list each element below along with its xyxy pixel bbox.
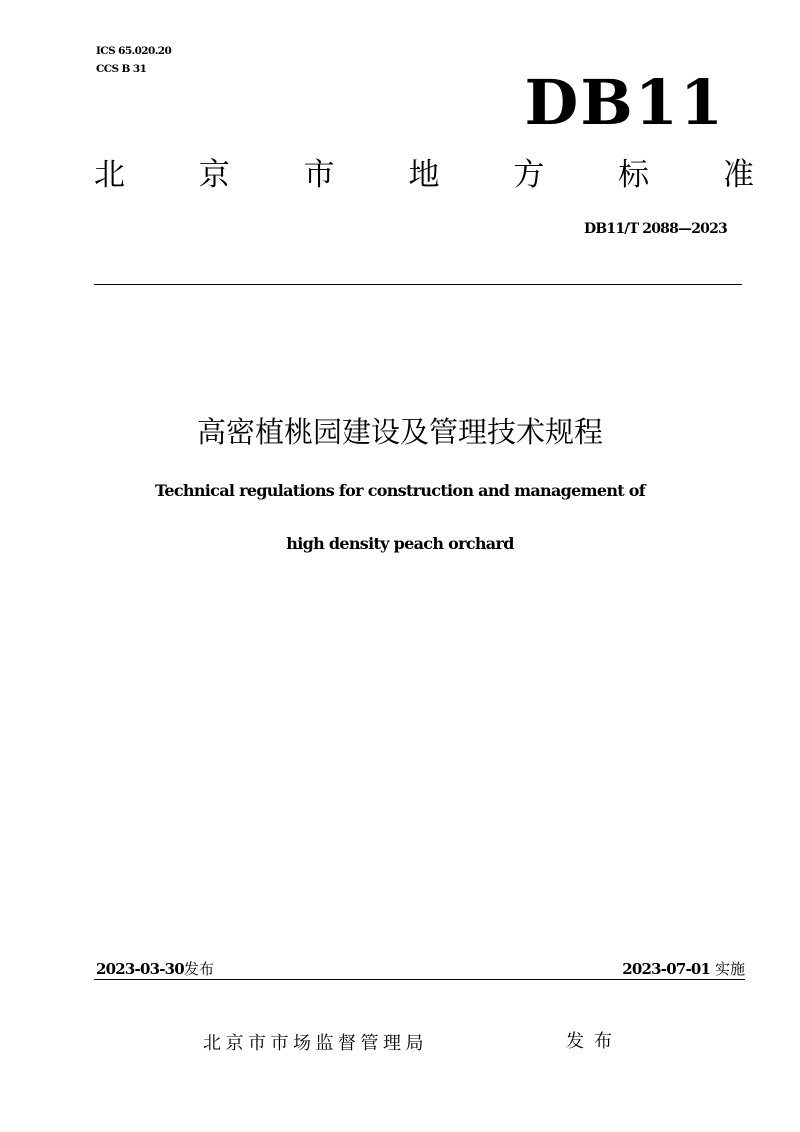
- publish-label: 发布: [566, 1031, 622, 1052]
- bottom-divider: [94, 979, 745, 980]
- standard-type-char: 地: [408, 157, 440, 193]
- standard-type-char: 京: [198, 157, 230, 193]
- ccs-code: CCS B 31: [96, 63, 147, 75]
- issuing-authority: 北京市市场监督管理局: [203, 1033, 428, 1054]
- classification-codes: [96, 42, 171, 78]
- issue-date-block: [96, 958, 214, 980]
- ics-code: ICS 65.020.20: [96, 45, 172, 57]
- implement-date-block: [560, 958, 745, 980]
- title-chinese: 高密植桃园建设及管理技术规程: [196, 415, 603, 449]
- standard-type-char: 北: [94, 157, 125, 193]
- implement-label: 实施: [714, 960, 745, 978]
- standard-type-char: 市: [303, 157, 335, 193]
- top-divider: [94, 284, 742, 285]
- standard-type-char: 标: [618, 157, 650, 193]
- issue-label: 发布: [183, 960, 214, 978]
- standard-type-char: 准: [722, 157, 754, 193]
- implement-date: 2023-07-01: [622, 960, 711, 978]
- standard-type-char: 方: [513, 157, 545, 193]
- standard-number: DB11/T 2088—2023: [584, 221, 727, 237]
- standard-mark: DB11: [524, 66, 725, 139]
- title-english-line-1: Technical regulations for construction and management of: [155, 481, 645, 500]
- issue-date: 2023-03-30: [96, 960, 184, 978]
- standard-type: [94, 151, 754, 199]
- title-english-line-2: high density peach orchard: [286, 534, 514, 553]
